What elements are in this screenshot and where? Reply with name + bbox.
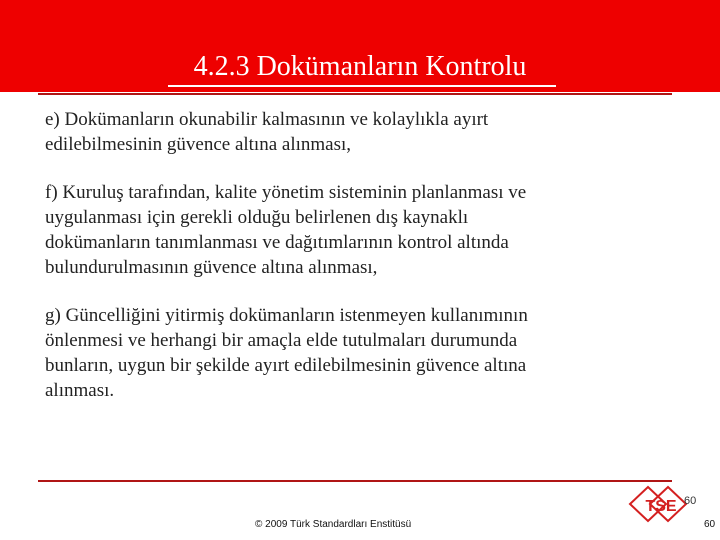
page-number: 60 [704,519,716,530]
title-underline [168,85,556,87]
logo-page-number: 60 [684,495,697,507]
bottom-divider [38,480,672,482]
top-divider [38,93,672,95]
paragraph-f: f) Kuruluş tarafından, kalite yönetim sisteminin planlanması ve uygulanması için gerekli olduğu belirlenen dış kaynaklı dokümanların tanımlanması ve dağıtımlarının kontrol altında bulundurulmasının güvence altına alınması, [45,182,527,278]
copyright-text: © 2009 Türk Standardları Enstitüsü [255,519,412,530]
slide-title: 4.2.3 Dokümanların Kontrolu [193,51,527,82]
paragraph-g: g) Güncelliğini yitirmiş dokümanların istenmeyen kullanımının önlenmesi ve herhangi bir amaçla elde tutulmaları durumunda bunların, uygun bir şekilde ayırt edilebilmesinin güvence altına alınması. [45,305,528,401]
title-banner [0,0,720,92]
tse-logo-text: TSE [645,498,677,515]
paragraph-e: e) Dokümanların okunabilir kalmasının ve kolaylıkla ayırt edilebilmesinin güvence altına alınması, [45,109,489,155]
slide-body [45,107,675,403]
